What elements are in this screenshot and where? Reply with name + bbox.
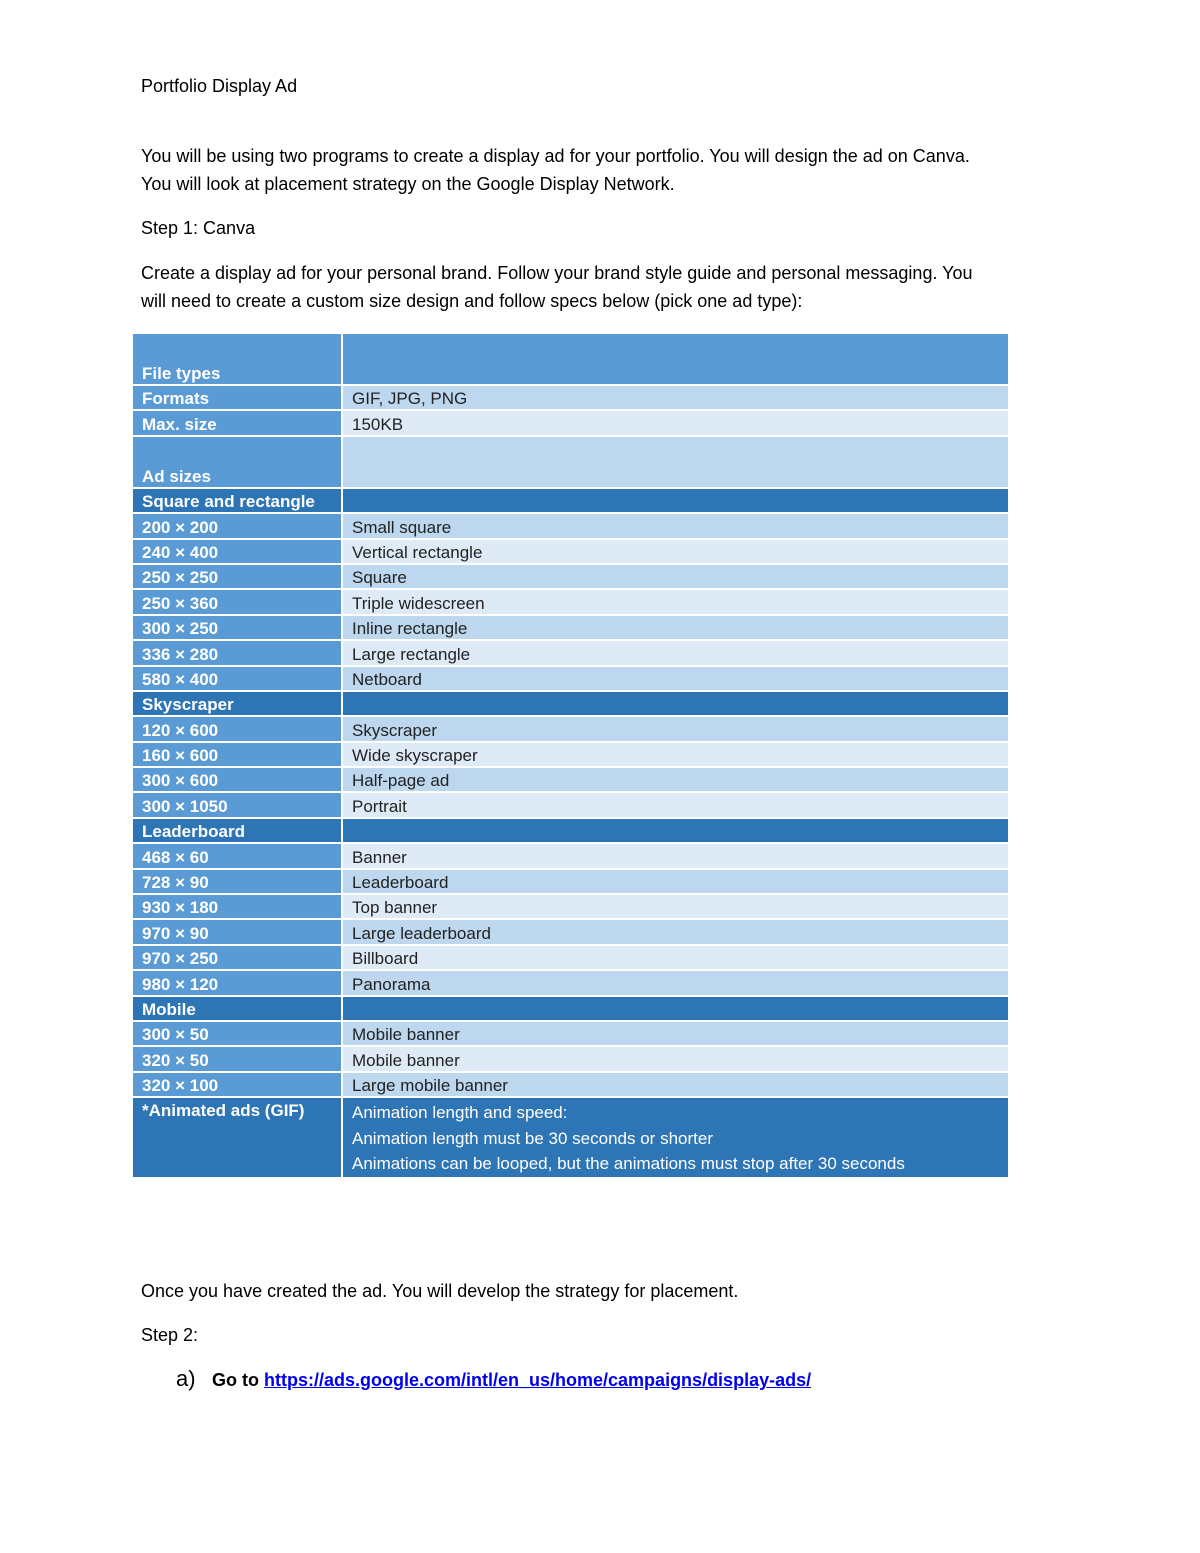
table-row: [132, 539, 1009, 564]
ad-size: 930 × 180: [132, 894, 342, 919]
ad-size: 240 × 400: [132, 539, 342, 564]
ad-type: Portrait: [342, 792, 1009, 817]
ad-size: 300 × 600: [132, 767, 342, 792]
list-text: Go to: [212, 1370, 264, 1390]
ad-size: 970 × 90: [132, 919, 342, 944]
table-row: [132, 843, 1009, 868]
ad-size: 250 × 360: [132, 589, 342, 614]
ad-sizes-label: Ad sizes: [132, 436, 342, 488]
max-size-value: 150KB: [342, 410, 1009, 435]
formats-value: GIF, JPG, PNG: [342, 385, 1009, 410]
ad-size: 336 × 280: [132, 640, 342, 665]
table-row: [132, 767, 1009, 792]
table-row: [132, 615, 1009, 640]
ad-size: 120 × 600: [132, 716, 342, 741]
table-row: [132, 970, 1009, 995]
mobile-heading: Mobile: [132, 996, 342, 1021]
file-types-value: [342, 333, 1009, 385]
table-row: [132, 869, 1009, 894]
animated-ads-details: [342, 1097, 1009, 1178]
ad-type: Large leaderboard: [342, 919, 1009, 944]
square-heading-fill: [342, 488, 1009, 513]
table-row: [132, 410, 1009, 435]
section-heading-row: [132, 488, 1009, 513]
ad-type: Vertical rectangle: [342, 539, 1009, 564]
table-row: [132, 1072, 1009, 1097]
ad-type: Netboard: [342, 666, 1009, 691]
ad-type: Leaderboard: [342, 869, 1009, 894]
ad-type: Mobile banner: [342, 1046, 1009, 1071]
ad-size: 300 × 50: [132, 1021, 342, 1046]
ad-type: Inline rectangle: [342, 615, 1009, 640]
ad-size: 320 × 50: [132, 1046, 342, 1071]
ad-type: Large mobile banner: [342, 1072, 1009, 1097]
ad-type: Square: [342, 564, 1009, 589]
section-heading-row: [132, 691, 1009, 716]
table-row: [132, 792, 1009, 817]
table-row: [132, 1046, 1009, 1071]
ad-type: Banner: [342, 843, 1009, 868]
table-row: [132, 640, 1009, 665]
intro-line-1: You will be using two programs to create a display ad for your portfolio. You will design the ad on Canva.: [141, 146, 970, 166]
section-heading-row: [132, 996, 1009, 1021]
animated-ads-row: [132, 1097, 1009, 1178]
skyscraper-heading-fill: [342, 691, 1009, 716]
formats-label: Formats: [132, 385, 342, 410]
skyscraper-heading: Skyscraper: [132, 691, 342, 716]
animation-line: Animation length and speed:: [352, 1103, 568, 1123]
create-line-2: will need to create a custom size design and follow specs below (pick one ad type):: [141, 291, 803, 311]
ad-type: Skyscraper: [342, 716, 1009, 741]
ad-sizes-value: [342, 436, 1009, 488]
ad-type: Half-page ad: [342, 767, 1009, 792]
step1-heading: Step 1: Canva: [141, 218, 256, 238]
leaderboard-heading: Leaderboard: [132, 818, 342, 843]
table-row: [132, 919, 1009, 944]
table-row: [132, 385, 1009, 410]
file-types-label: File types: [132, 333, 342, 385]
section-heading-row: [132, 818, 1009, 843]
table-row: [132, 716, 1009, 741]
list-item: [176, 1363, 811, 1396]
ad-type: Large rectangle: [342, 640, 1009, 665]
ad-size: 580 × 400: [132, 666, 342, 691]
list-marker: a): [176, 1366, 196, 1391]
ad-specs-table: [131, 332, 1010, 1179]
animated-ads-label: *Animated ads (GIF): [132, 1097, 342, 1178]
ad-size: 728 × 90: [132, 869, 342, 894]
ad-size: 970 × 250: [132, 945, 342, 970]
table-row: [132, 945, 1009, 970]
placement-intro: Once you have created the ad. You will develop the strategy for placement.: [141, 1281, 739, 1301]
ad-type: Top banner: [342, 894, 1009, 919]
table-row: [132, 564, 1009, 589]
ad-type: Mobile banner: [342, 1021, 1009, 1046]
ad-size: 980 × 120: [132, 970, 342, 995]
create-line-1: Create a display ad for your personal brand. Follow your brand style guide and personal messaging. You: [141, 263, 973, 283]
step2-heading: Step 2:: [141, 1325, 199, 1345]
table-row: [132, 513, 1009, 538]
ad-size: 300 × 250: [132, 615, 342, 640]
ad-type: Wide skyscraper: [342, 742, 1009, 767]
ad-size: 250 × 250: [132, 564, 342, 589]
ad-type: Small square: [342, 513, 1009, 538]
square-heading: Square and rectangle: [132, 488, 342, 513]
table-row: [132, 742, 1009, 767]
table-row: [132, 436, 1009, 488]
animation-line: Animation length must be 30 seconds or shorter: [352, 1128, 713, 1148]
document-title: Portfolio Display Ad: [141, 76, 298, 96]
google-display-ads-link[interactable]: https://ads.google.com/intl/en_us/home/campaigns/display-ads/: [264, 1370, 812, 1390]
ad-size: 468 × 60: [132, 843, 342, 868]
table-row: [132, 333, 1009, 385]
intro-line-2: You will look at placement strategy on the Google Display Network.: [141, 174, 675, 194]
table-row: [132, 894, 1009, 919]
ad-type: Billboard: [342, 945, 1009, 970]
ad-size: 200 × 200: [132, 513, 342, 538]
ad-type: Triple widescreen: [342, 589, 1009, 614]
ad-size: 320 × 100: [132, 1072, 342, 1097]
max-size-label: Max. size: [132, 410, 342, 435]
ad-size: 160 × 600: [132, 742, 342, 767]
table-row: [132, 1021, 1009, 1046]
table-row: [132, 666, 1009, 691]
table-row: [132, 589, 1009, 614]
mobile-heading-fill: [342, 996, 1009, 1021]
ad-type: Panorama: [342, 970, 1009, 995]
leaderboard-heading-fill: [342, 818, 1009, 843]
animation-line: Animations can be looped, but the animations must stop after 30 seconds: [352, 1154, 905, 1174]
ad-size: 300 × 1050: [132, 792, 342, 817]
